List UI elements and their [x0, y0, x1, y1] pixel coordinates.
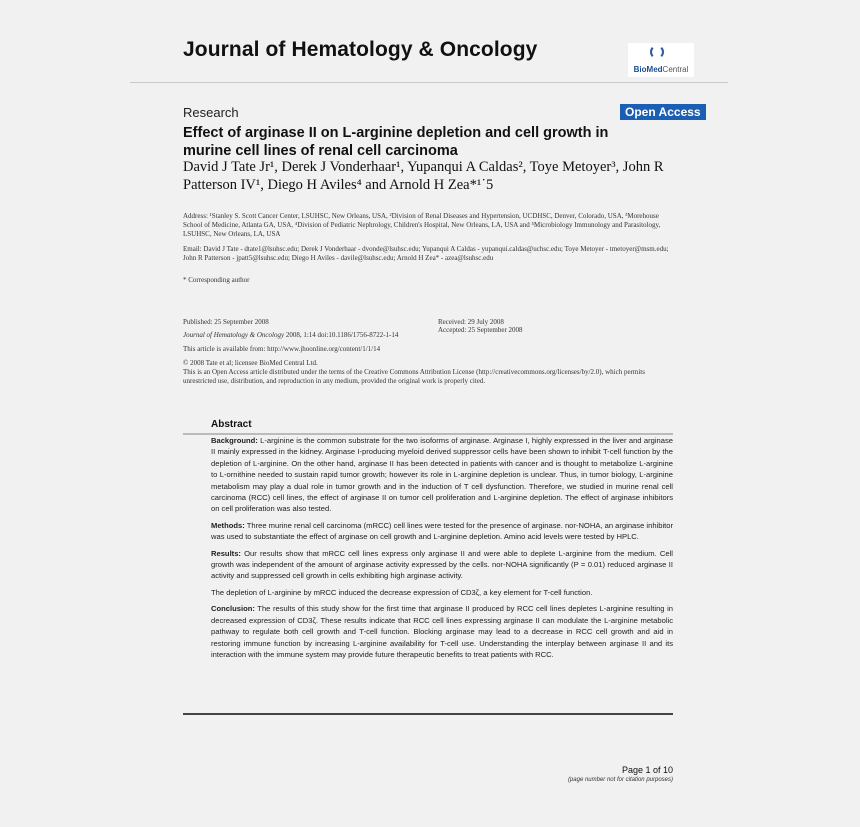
biomed-central-logo: [628, 43, 694, 77]
license-statement: This is an Open Access article distributed under the terms of the Creative Commons Attribution License (http://creativecommons.org/licenses/by/2.0), which permits unrestricted use, distribution, and reproduction in any medium, provided the original work is properly cited.: [183, 368, 645, 385]
accepted-date: Accepted: 25 September 2008: [438, 326, 523, 334]
abstract-body: [211, 435, 673, 665]
article-title: Effect of arginase II on L-arginine depletion and cell growth in murine cell lines of renal cell carcinoma: [183, 125, 609, 159]
author-list: David J Tate Jr¹, Derek J Vonderhaar¹, Yupanqui A Caldas², Toye Metoyer³, John R Patterson IV¹, Diego H Aviles⁴ and Arnold H Zea*¹˙5: [183, 159, 664, 193]
open-access-badge: Open Access: [620, 104, 706, 120]
copyright: © 2008 Tate et al; licensee BioMed Central Ltd.: [183, 359, 318, 367]
abstract-methods: Methods: Three murine renal cell carcinoma (mRCC) cell lines were tested for the presence of arginase. nor-NOHA, an arginase inhibitor was used to substantiate the effect of arginase on cell growth and L-arginine depletion. Amino acid levels were tested by HPLC.: [211, 520, 673, 542]
abstract-heading: Abstract: [211, 419, 252, 430]
abstract-conclusion: Conclusion: The results of this study show for the first time that arginase II produced by RCC cell lines depletes L-arginine resulting in decreased expression of CD3ζ. These results indicate that RCC cell lines expressing arginase II can modulate the L-arginine metabolic pathway to regulate both cell growth and T-cell function. Blocking arginase may lead to a decrease in RCC cell growth and aid in restoring immune function by increasing L-arginine availability for T-cell use. Understanding the interplay between arginase II and its interaction with the immune system may provide future therapeutic benefits to treat patients with RCC.: [211, 604, 673, 659]
abstract-background: Background: L-arginine is the common substrate for the two isoforms of arginase. Arginase I, highly expressed in the liver and arginase II mainly expressed in the kidney. Arginase I-producing myeloid derived suppressor cells have been shown to inhibit T-cell function by the depletion of L-arginine. On the other hand, arginase II has been detected in patients with cancer and is thought to metabolize L-arginine to L-ornithine needed to sustain rapid tumor growth; however its role in L-arginine depletion is unclear. Thus, in tumor biology, L-arginine metabolism may play a dual role in tumor growth and in the induction of T cell dysfunction. Therefore, we studied in murine renal cell carcinoma (RCC) cell lines, the effect of arginase II on tumor cell proliferation and L-arginine depletion. The effect of arginase inhibitors on cell proliferation was also tested.: [211, 436, 673, 514]
section-label: Research: [183, 105, 239, 120]
article-url[interactable]: This article is available from: http://www.jhoonline.org/content/1/1/14: [183, 345, 381, 353]
journal-reference: [183, 331, 398, 340]
logo-text: BioMedCentral: [633, 65, 689, 74]
published-date: Published: 25 September 2008: [183, 318, 269, 326]
header-divider: [130, 82, 728, 83]
affiliations: Address: ¹Stanley S. Scott Cancer Center, LSUHSC, New Orleans, USA, ²Division of Renal Diseases and Hypertension, UCDHSC, Denver, Colorado, USA, ³Morehouse School of Medicine, Atlanta GA, USA, ⁴Division of Pediatric Nephrology, Children's Hospital, New Orleans, LA, USA and ⁵Microbiology Immunology and Parasitology, LSUHSC, New Orleans, LA, USA: [183, 212, 661, 238]
page-number-note: (page number not for citation purposes): [567, 777, 673, 783]
corresponding-note: * Corresponding author: [183, 276, 250, 284]
biomed-logo-icon: [650, 45, 664, 59]
abstract-depletion: The depletion of L-arginine by mRCC induced the decrease expression of CD3ζ, a key element for T-cell function.: [211, 587, 593, 597]
journal-ref-name: Journal of Hematology & Oncology: [183, 331, 285, 339]
abstract-results: Results: Our results show that mRCC cell lines express only arginase II and were able to deplete L-arginine from the medium. Cell growth was independent of the amount of arginase activity expressed by the cells. nor-NOHA significantly (P = 0.01) reduced arginase II activity and suppressed cell growth in cells exhibiting high arginase activity.: [211, 548, 673, 581]
page-number: Page 1 of 10: [621, 765, 673, 775]
received-date: Received: 29 July 2008: [438, 318, 504, 326]
journal-title: Journal of Hematology & Oncology: [183, 38, 538, 61]
journal-ref-doi: 2008, 1:14 doi:10.1186/1756-8722-1-14: [284, 331, 399, 339]
email-list: Email: David J Tate - dtate1@lsuhsc.edu; Derek J Vonderhaar - dvonde@lsuhsc.edu; Yupanqui A Caldas - yupanqui.caldas@uchsc.edu; Toye Metoyer - tmetoyer@msm.edu; John R Patterson - jpatt5@lsuhsc.edu; Diego H Aviles - davile@lsuhsc.edu; Arnold H Zea* - azea@lsuhsc.edu: [183, 245, 669, 262]
abstract-bottom-rule: [183, 713, 673, 715]
